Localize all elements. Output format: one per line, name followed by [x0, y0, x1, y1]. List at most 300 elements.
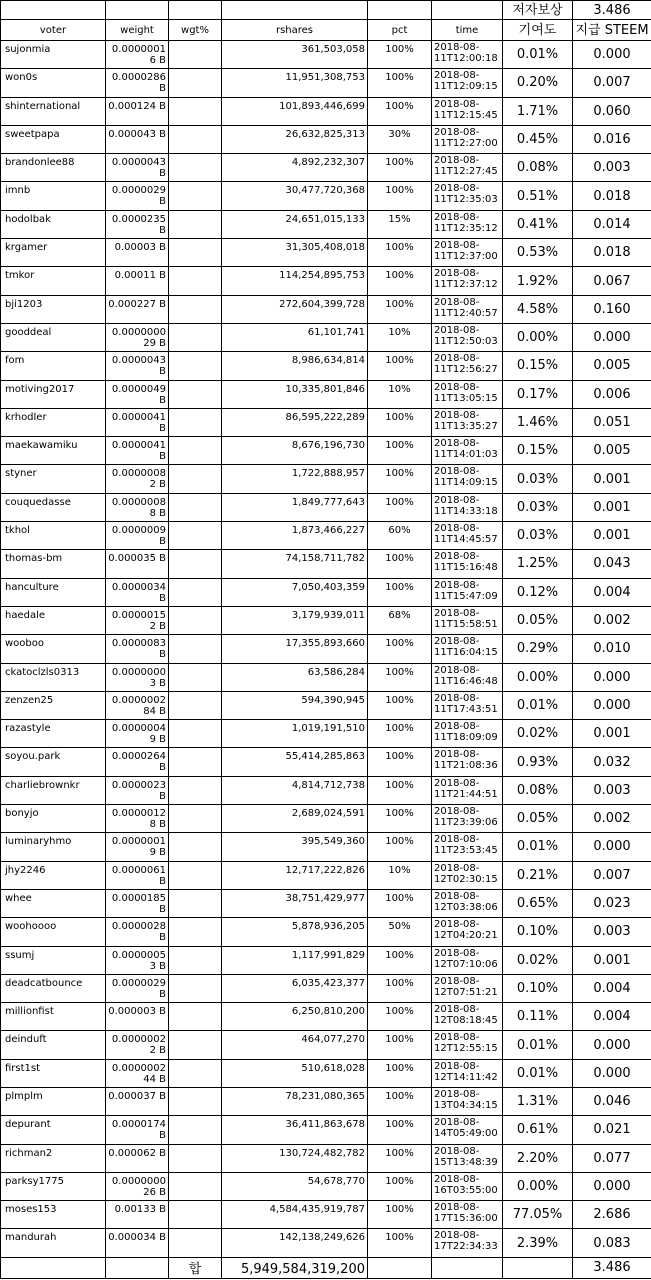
voter-name: deinduft [1, 1031, 106, 1059]
weight-value: 0.00000088 B [106, 493, 169, 521]
wgt-pct-value [169, 720, 222, 748]
pct-value: 100% [368, 41, 432, 69]
voter-name: whee [1, 889, 106, 917]
contribution-value: 0.03% [503, 465, 573, 493]
payout-value: 0.007 [573, 69, 651, 97]
payout-value: 0.000 [573, 1059, 651, 1087]
rshares-value: 361,503,058 [222, 41, 368, 69]
col-header-contribution: 기여도 [503, 20, 573, 41]
vote-time: 2018-08-12T04:20:21 [432, 918, 503, 946]
weight-value: 0.00000049 B [106, 720, 169, 748]
payout-value: 0.001 [573, 522, 651, 550]
table-row [1, 691, 651, 719]
contribution-value: 0.03% [503, 493, 573, 521]
weight-value: 0.00000003 B [106, 663, 169, 691]
contribution-value: 0.02% [503, 946, 573, 974]
col-header-weight: weight [106, 20, 169, 41]
pct-value: 100% [368, 182, 432, 210]
rshares-value: 1,019,191,510 [222, 720, 368, 748]
rshares-value: 6,250,810,200 [222, 1003, 368, 1031]
col-header-pct: pct [368, 20, 432, 41]
table-row [1, 1031, 651, 1059]
vote-time: 2018-08-12T02:30:15 [432, 861, 503, 889]
weight-value: 0.0000041 B [106, 408, 169, 436]
table-row [1, 352, 651, 380]
table-row [1, 1087, 651, 1115]
rshares-value: 101,893,446,699 [222, 97, 368, 125]
rshares-value: 5,878,936,205 [222, 918, 368, 946]
vote-time: 2018-08-11T15:16:48 [432, 550, 503, 578]
pct-value: 100% [368, 1003, 432, 1031]
pct-value: 100% [368, 691, 432, 719]
voter-name: woohoooo [1, 918, 106, 946]
wgt-pct-value [169, 1003, 222, 1031]
payout-value: 0.002 [573, 805, 651, 833]
rshares-value: 1,117,991,829 [222, 946, 368, 974]
wgt-pct-value [169, 380, 222, 408]
rshares-value: 7,050,403,359 [222, 578, 368, 606]
contribution-value: 0.15% [503, 352, 573, 380]
rshares-value: 10,335,801,846 [222, 380, 368, 408]
wgt-pct-value [169, 125, 222, 153]
weight-value: 0.000124 B [106, 97, 169, 125]
voter-name: moses153 [1, 1201, 106, 1229]
vote-time: 2018-08-11T12:35:03 [432, 182, 503, 210]
pct-value: 10% [368, 323, 432, 351]
voter-name: zenzen25 [1, 691, 106, 719]
rshares-value: 30,477,720,368 [222, 182, 368, 210]
contribution-value: 77.05% [503, 1201, 573, 1229]
table-row [1, 408, 651, 436]
payout-value: 0.004 [573, 1003, 651, 1031]
voter-name: millionfist [1, 1003, 106, 1031]
table-row [1, 239, 651, 267]
weight-value: 0.0000049 B [106, 380, 169, 408]
table-row [1, 154, 651, 182]
payout-value: 0.005 [573, 352, 651, 380]
rshares-value: 63,586,284 [222, 663, 368, 691]
vote-time: 2018-08-11T23:39:06 [432, 805, 503, 833]
wgt-pct-value [169, 97, 222, 125]
contribution-value: 0.29% [503, 635, 573, 663]
payout-value: 0.004 [573, 578, 651, 606]
vote-time: 2018-08-12T12:55:15 [432, 1031, 503, 1059]
contribution-value: 0.00% [503, 663, 573, 691]
voter-name: luminaryhmo [1, 833, 106, 861]
voter-name: thomas-bm [1, 550, 106, 578]
contribution-value: 0.61% [503, 1116, 573, 1144]
weight-value: 0.00003 B [106, 239, 169, 267]
pct-value: 100% [368, 720, 432, 748]
vote-time: 2018-08-11T12:37:00 [432, 239, 503, 267]
payout-value: 0.051 [573, 408, 651, 436]
wgt-pct-value [169, 918, 222, 946]
vote-time: 2018-08-11T13:05:15 [432, 380, 503, 408]
table-row [1, 125, 651, 153]
wgt-pct-value [169, 635, 222, 663]
payout-value: 0.077 [573, 1144, 651, 1172]
table-row [1, 41, 651, 69]
weight-value: 0.00133 B [106, 1201, 169, 1229]
rshares-value: 142,138,249,626 [222, 1229, 368, 1257]
contribution-value: 0.00% [503, 323, 573, 351]
contribution-value: 0.08% [503, 776, 573, 804]
pct-value: 100% [368, 1229, 432, 1257]
vote-time: 2018-08-11T14:09:15 [432, 465, 503, 493]
wgt-pct-value [169, 295, 222, 323]
contribution-value: 2.20% [503, 1144, 573, 1172]
rshares-value: 1,873,466,227 [222, 522, 368, 550]
table-row [1, 889, 651, 917]
vote-time: 2018-08-11T12:15:45 [432, 97, 503, 125]
table-row [1, 267, 651, 295]
weight-value: 0.0000083 B [106, 635, 169, 663]
voter-name: jhy2246 [1, 861, 106, 889]
table-row [1, 974, 651, 1002]
voter-name: fom [1, 352, 106, 380]
rshares-value: 4,814,712,738 [222, 776, 368, 804]
payout-value: 0.001 [573, 493, 651, 521]
vote-time: 2018-08-11T17:43:51 [432, 691, 503, 719]
contribution-value: 0.53% [503, 239, 573, 267]
table-row [1, 493, 651, 521]
pct-value: 100% [368, 663, 432, 691]
wgt-pct-value [169, 663, 222, 691]
rshares-value: 114,254,895,753 [222, 267, 368, 295]
weight-value: 0.000000026 B [106, 1172, 169, 1200]
pct-value: 100% [368, 1087, 432, 1115]
rshares-value: 130,724,482,782 [222, 1144, 368, 1172]
header-row [1, 20, 651, 41]
wgt-pct-value [169, 861, 222, 889]
table-row [1, 748, 651, 776]
vote-time: 2018-08-11T12:50:03 [432, 323, 503, 351]
payout-value: 0.001 [573, 720, 651, 748]
vote-time: 2018-08-11T14:01:03 [432, 437, 503, 465]
vote-time: 2018-08-11T16:04:15 [432, 635, 503, 663]
weight-value: 0.0000029 B [106, 974, 169, 1002]
wgt-pct-value [169, 776, 222, 804]
pct-value: 15% [368, 210, 432, 238]
vote-time: 2018-08-12T07:51:21 [432, 974, 503, 1002]
weight-value: 0.0000041 B [106, 437, 169, 465]
voter-name: hodolbak [1, 210, 106, 238]
vote-time: 2018-08-17T22:34:33 [432, 1229, 503, 1257]
contribution-value: 0.08% [503, 154, 573, 182]
wgt-pct-value [169, 437, 222, 465]
voter-name: motiving2017 [1, 380, 106, 408]
pct-value: 100% [368, 295, 432, 323]
rshares-value: 8,676,196,730 [222, 437, 368, 465]
wgt-pct-value [169, 1172, 222, 1200]
voter-name: charliebrownkr [1, 776, 106, 804]
payout-value: 0.000 [573, 323, 651, 351]
rshares-value: 2,689,024,591 [222, 805, 368, 833]
payout-value: 0.018 [573, 182, 651, 210]
vote-time: 2018-08-11T21:08:36 [432, 748, 503, 776]
table-row [1, 805, 651, 833]
table-row [1, 578, 651, 606]
contribution-value: 0.03% [503, 522, 573, 550]
table-row [1, 1144, 651, 1172]
vote-time: 2018-08-11T12:09:15 [432, 69, 503, 97]
rshares-value: 6,035,423,377 [222, 974, 368, 1002]
contribution-value: 0.01% [503, 1031, 573, 1059]
wgt-pct-value [169, 1116, 222, 1144]
vote-time: 2018-08-11T12:37:12 [432, 267, 503, 295]
table-row [1, 550, 651, 578]
voter-name: ckatoclzls0313 [1, 663, 106, 691]
voter-name: won0s [1, 69, 106, 97]
rshares-value: 3,179,939,011 [222, 606, 368, 634]
table-row [1, 861, 651, 889]
wgt-pct-value [169, 550, 222, 578]
payout-value: 0.002 [573, 606, 651, 634]
weight-value: 0.00000016 B [106, 41, 169, 69]
rshares-value: 38,751,429,977 [222, 889, 368, 917]
wgt-pct-value [169, 805, 222, 833]
vote-time: 2018-08-11T18:09:09 [432, 720, 503, 748]
voter-name: couquedasse [1, 493, 106, 521]
payout-value: 0.043 [573, 550, 651, 578]
rshares-value: 594,390,945 [222, 691, 368, 719]
vote-time: 2018-08-12T08:18:45 [432, 1003, 503, 1031]
vote-time: 2018-08-11T12:27:45 [432, 154, 503, 182]
rshares-value: 4,584,435,919,787 [222, 1201, 368, 1229]
voter-name: sujonmia [1, 41, 106, 69]
pct-value: 100% [368, 1116, 432, 1144]
voter-name: mandurah [1, 1229, 106, 1257]
contribution-value: 4.58% [503, 295, 573, 323]
payout-value: 0.000 [573, 1172, 651, 1200]
pct-value: 100% [368, 69, 432, 97]
weight-value: 0.00000019 B [106, 833, 169, 861]
contribution-value: 2.39% [503, 1229, 573, 1257]
weight-value: 0.000062 B [106, 1144, 169, 1172]
wgt-pct-value [169, 946, 222, 974]
pct-value: 100% [368, 833, 432, 861]
table-row [1, 1116, 651, 1144]
table-row [1, 720, 651, 748]
weight-value: 0.0000028 B [106, 918, 169, 946]
payout-value: 0.005 [573, 437, 651, 465]
weight-value: 0.00000152 B [106, 606, 169, 634]
pct-value: 100% [368, 1059, 432, 1087]
weight-value: 0.0000174 B [106, 1116, 169, 1144]
wgt-pct-value [169, 833, 222, 861]
rshares-value: 36,411,863,678 [222, 1116, 368, 1144]
table-row [1, 380, 651, 408]
payout-value: 0.003 [573, 776, 651, 804]
vote-time: 2018-08-11T14:45:57 [432, 522, 503, 550]
contribution-value: 0.51% [503, 182, 573, 210]
vote-time: 2018-08-11T21:44:51 [432, 776, 503, 804]
table-row [1, 946, 651, 974]
contribution-value: 1.92% [503, 267, 573, 295]
payout-value: 0.007 [573, 861, 651, 889]
payout-value: 0.003 [573, 918, 651, 946]
weight-value: 0.00000053 B [106, 946, 169, 974]
pct-value: 100% [368, 974, 432, 1002]
voter-name: razastyle [1, 720, 106, 748]
weight-value: 0.00011 B [106, 267, 169, 295]
wgt-pct-value [169, 182, 222, 210]
voter-name: krhodler [1, 408, 106, 436]
voter-name: hanculture [1, 578, 106, 606]
payout-value: 0.016 [573, 125, 651, 153]
pct-value: 100% [368, 408, 432, 436]
vote-time: 2018-08-12T07:10:06 [432, 946, 503, 974]
contribution-value: 0.15% [503, 437, 573, 465]
pct-value: 100% [368, 946, 432, 974]
pct-value: 100% [368, 550, 432, 578]
contribution-value: 0.01% [503, 833, 573, 861]
contribution-value: 0.65% [503, 889, 573, 917]
vote-time: 2018-08-11T15:47:09 [432, 578, 503, 606]
pct-value: 100% [368, 267, 432, 295]
contribution-value: 0.00% [503, 1172, 573, 1200]
payout-value: 0.023 [573, 889, 651, 917]
vote-time: 2018-08-11T13:35:27 [432, 408, 503, 436]
pct-value: 100% [368, 1031, 432, 1059]
wgt-pct-value [169, 974, 222, 1002]
contribution-value: 0.01% [503, 691, 573, 719]
pct-value: 100% [368, 635, 432, 663]
weight-value: 0.0000264 B [106, 748, 169, 776]
wgt-pct-value [169, 1087, 222, 1115]
weight-value: 0.0000286 B [106, 69, 169, 97]
pct-value: 100% [368, 748, 432, 776]
payout-value: 0.006 [573, 380, 651, 408]
contribution-value: 0.93% [503, 748, 573, 776]
contribution-value: 0.05% [503, 606, 573, 634]
rshares-value: 464,077,270 [222, 1031, 368, 1059]
voter-name: soyou.park [1, 748, 106, 776]
weight-value: 0.00000082 B [106, 465, 169, 493]
table-row [1, 833, 651, 861]
total-rshares: 5,949,584,319,200 [222, 1257, 368, 1278]
rshares-value: 510,618,028 [222, 1059, 368, 1087]
voter-name: first1st [1, 1059, 106, 1087]
table-row [1, 323, 651, 351]
rshares-value: 11,951,308,753 [222, 69, 368, 97]
voter-name: depurant [1, 1116, 106, 1144]
total-payout: 3.486 [573, 1257, 651, 1278]
vote-time: 2018-08-12T14:11:42 [432, 1059, 503, 1087]
pct-value: 68% [368, 606, 432, 634]
pct-value: 100% [368, 493, 432, 521]
table-row [1, 182, 651, 210]
table-row [1, 776, 651, 804]
rshares-value: 61,101,741 [222, 323, 368, 351]
contribution-value: 1.46% [503, 408, 573, 436]
payout-value: 0.000 [573, 41, 651, 69]
vote-time: 2018-08-11T12:27:00 [432, 125, 503, 153]
wgt-pct-value [169, 41, 222, 69]
vote-time: 2018-08-12T03:38:06 [432, 889, 503, 917]
weight-value: 0.00000022 B [106, 1031, 169, 1059]
weight-value: 0.00000128 B [106, 805, 169, 833]
rshares-value: 395,549,360 [222, 833, 368, 861]
weight-value: 0.000227 B [106, 295, 169, 323]
table-row [1, 1229, 651, 1257]
wgt-pct-value [169, 1031, 222, 1059]
vote-time: 2018-08-13T04:34:15 [432, 1087, 503, 1115]
vote-time: 2018-08-11T15:58:51 [432, 606, 503, 634]
voter-name: bonyjo [1, 805, 106, 833]
wgt-pct-value [169, 1144, 222, 1172]
voter-name: brandonlee88 [1, 154, 106, 182]
pct-value: 100% [368, 1144, 432, 1172]
contribution-value: 0.41% [503, 210, 573, 238]
wgt-pct-value [169, 323, 222, 351]
wgt-pct-value [169, 1059, 222, 1087]
contribution-value: 0.11% [503, 1003, 573, 1031]
voter-name: styner [1, 465, 106, 493]
weight-value: 0.000035 B [106, 550, 169, 578]
pct-value: 100% [368, 889, 432, 917]
weight-value: 0.000037 B [106, 1087, 169, 1115]
voter-name: wooboo [1, 635, 106, 663]
contribution-value: 1.25% [503, 550, 573, 578]
payout-value: 0.010 [573, 635, 651, 663]
rshares-value: 74,158,711,782 [222, 550, 368, 578]
pct-value: 100% [368, 805, 432, 833]
weight-value: 0.000043 B [106, 125, 169, 153]
weight-value: 0.000003 B [106, 1003, 169, 1031]
payout-value: 2.686 [573, 1201, 651, 1229]
pct-value: 60% [368, 522, 432, 550]
wgt-pct-value [169, 691, 222, 719]
total-row [1, 1257, 651, 1278]
table-row [1, 1201, 651, 1229]
rshares-value: 8,986,634,814 [222, 352, 368, 380]
payout-value: 0.000 [573, 691, 651, 719]
wgt-pct-value [169, 1229, 222, 1257]
payout-value: 0.060 [573, 97, 651, 125]
weight-value: 0.0000043 B [106, 352, 169, 380]
weight-value: 0.0000043 B [106, 154, 169, 182]
author-reward-value: 3.486 [573, 1, 651, 20]
weight-value: 0.0000235 B [106, 210, 169, 238]
pct-value: 10% [368, 380, 432, 408]
col-header-payout: 지급 STEEM [573, 20, 651, 41]
payout-value: 0.067 [573, 267, 651, 295]
pct-value: 10% [368, 861, 432, 889]
weight-value: 0.0000009 B [106, 522, 169, 550]
rshares-value: 1,722,888,957 [222, 465, 368, 493]
rshares-value: 26,632,825,313 [222, 125, 368, 153]
pct-value: 100% [368, 239, 432, 267]
col-header-voter: voter [1, 20, 106, 41]
payout-value: 0.000 [573, 1031, 651, 1059]
wgt-pct-value [169, 408, 222, 436]
payout-value: 0.014 [573, 210, 651, 238]
pct-value: 100% [368, 1201, 432, 1229]
table-row [1, 1003, 651, 1031]
wgt-pct-value [169, 578, 222, 606]
rshares-value: 12,717,222,826 [222, 861, 368, 889]
rshares-value: 17,355,893,660 [222, 635, 368, 663]
voter-name: bji1203 [1, 295, 106, 323]
payout-value: 0.001 [573, 465, 651, 493]
author-reward-label: 저자보상 [503, 1, 573, 20]
table-row [1, 69, 651, 97]
vote-time: 2018-08-11T16:46:48 [432, 663, 503, 691]
contribution-value: 0.10% [503, 974, 573, 1002]
table-row [1, 465, 651, 493]
contribution-value: 1.31% [503, 1087, 573, 1115]
